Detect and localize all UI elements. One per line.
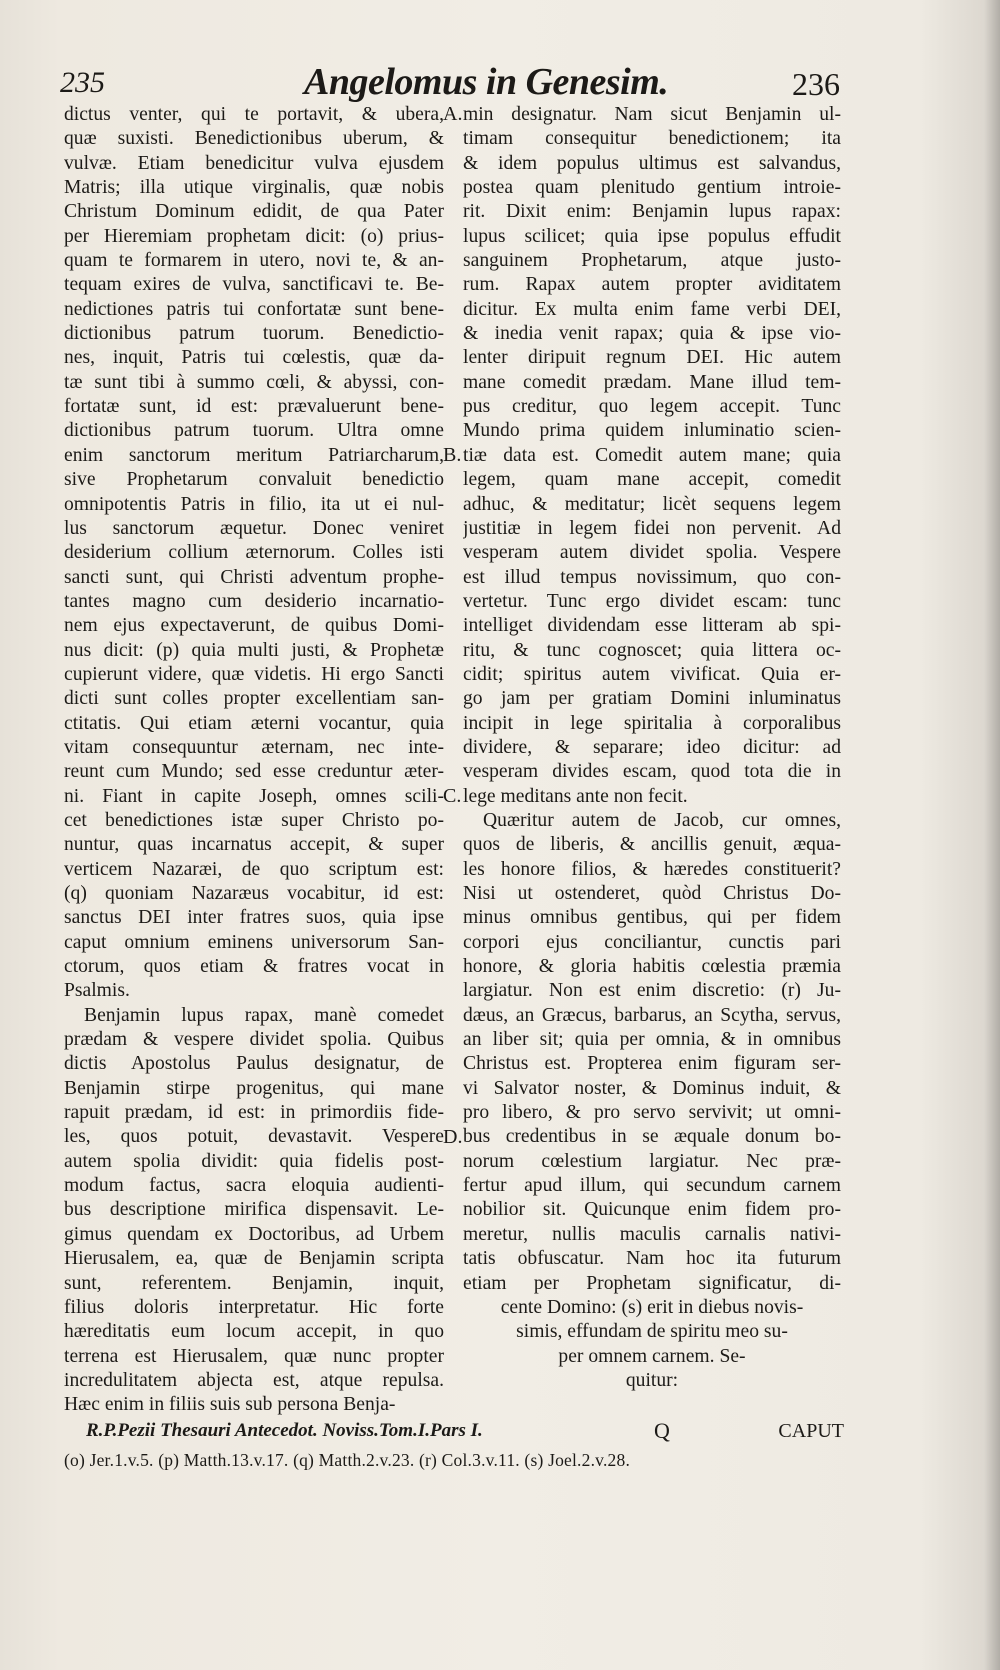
page-edge-shadow [984,0,1000,1670]
text-line: Hæc enim in filiis suis sub persona Benja- [64,1394,396,1416]
text-line: autem spolia dividit: quia fidelis post- [64,1150,444,1172]
running-title: Angelomus in Genesim. [304,61,669,103]
text-line: sunt, referentem. Benjamin, inquit, [64,1272,444,1294]
text-line: prædam & vespere dividet spolia. Quibus [64,1029,444,1051]
page-number-left: 235 [60,66,105,99]
text-line: nus dicit: (p) quia multi justi, & Prophetæ [64,639,444,661]
margin-mark-d: D. [443,1126,463,1148]
text-line: quæ suxisti. Benedictionibus uberum, & [64,128,444,150]
text-line: cet benedictiones istæ super Christo po- [64,809,444,831]
text-line: enim sanctorum meritum Patriarcharum, [64,444,444,466]
text-line: dictus venter, qui te portavit, & ubera, [64,104,444,125]
left-text-column [64,103,444,1418]
text-line: (q) quoniam Nazaræus vocabitur, id est: [64,883,444,904]
text-line: lus sanctorum æquetur. Donec veniret [64,517,444,539]
text-line: fortatæ sunt, id est: prævaluerunt bene- [64,396,444,418]
page-footer [64,1420,844,1471]
running-header [60,56,840,106]
text-line: largiatur. Non est enim discretio: (r) Ju- [463,980,841,1002]
text-line: ni. Fiant in capite Joseph, omnes scili- [64,785,444,807]
catchword: CAPUT [778,1420,844,1442]
text-line: ctitatis. Qui etiam æterni vocantur, quia [64,712,444,734]
text-line: Benjamin stirpe progenitus, qui mane [64,1077,444,1099]
text-line: nem ejus expectaverunt, de quibus Domi- [64,615,444,637]
text-line: corpori ejus conciliantur, cunctis pari [463,931,841,953]
text-line: Hierusalem, ea, quæ de Benjamin scripta [64,1248,444,1270]
text-line: per omnem carnem. Se- [558,1345,746,1367]
text-line: tequam exires de vulva, sanctificavi te. Be- [64,274,444,296]
text-line: nobilior sit. Quicunque enim fidem pro- [463,1199,841,1221]
text-line: an liber sit; quia per omnia, & in omnibus [463,1029,841,1051]
text-line: tiæ data est. Comedit autem mane; quia [463,444,841,466]
page-number-right: 236 [792,66,840,102]
text-line: incipit in lege spiritalia à corporalibus [463,712,841,734]
text-line: sanctus DEI inter fratres suos, quia ipse [64,907,444,929]
text-line: justitiæ in legem fidei non pervenit. Ad [463,517,841,539]
text-line: minus omnibus gentibus, qui per fidem [463,907,841,929]
text-line: sanguinem Prophetarum, atque justo- [463,250,841,272]
text-line: tatis obfuscatur. Nam hoc ita futurum [463,1248,841,1270]
footnote-references: (o) Jer.1.v.5. (p) Matth.13.v.17. (q) Matth.2.v.23. (r) Col.3.v.11. (s) Joel.2.v.28. [64,1450,631,1470]
text-line: dictionibus patrum tuorum. Benedictio- [64,323,444,345]
text-line: min designatur. Nam sicut Benjamin ul- [463,104,841,125]
text-line: etiam per Prophetam significatur, di- [463,1272,841,1294]
text-line: tantes magno cum desiderio incarnatio- [64,590,444,612]
text-line: dictionibus patrum tuorum. Ultra omne [64,420,444,442]
text-line: omnipotentis Patris in filio, ita ut ei nul- [64,493,444,515]
text-line: dicti sunt colles propter excellentiam san- [64,688,444,710]
text-line: dicitur. Ex multa enim fame verbi DEI, [463,298,841,320]
text-line: pus creditur, quo legem accepit. Tunc [463,396,841,418]
text-line: incredulitatem abjecta est, atque repulsa. [64,1369,444,1391]
text-line: norum cœlestium largiatur. Nec præ- [463,1150,841,1172]
text-line: cupierunt videre, quæ videtis. Hi ergo Sancti [64,663,444,685]
margin-mark-a: A. [443,103,463,125]
text-line: lupus scilicet; quia ipse populus effudit [463,225,841,247]
text-line: caput omnium eminens universorum San- [64,931,444,953]
text-line: filius doloris interpretatur. Hic forte [64,1296,444,1318]
text-line: vertetur. Tunc ergo dividet escam: tunc [463,590,841,612]
text-line: dividere, & separare; ideo dicitur: ad [463,736,841,758]
text-line: dæus, an Græcus, barbarus, an Scytha, servus, [463,1004,841,1026]
text-line: Quæritur autem de Jacob, cur omnes, [483,809,841,831]
text-line: nedictiones patris tui confortatæ sunt bene- [64,298,444,320]
text-line: timam consequitur benedictionem; ita [463,128,841,150]
text-line: hæreditatis eum locum accepit, in quo [64,1321,444,1343]
text-line: & idem populus ultimus est salvandus, [463,152,841,174]
text-line: bus credentibus in se æquale donum bo- [463,1126,841,1148]
text-line: & inedia venit rapax; quia & ipse vio- [463,323,841,345]
text-line: desiderium collium æternorum. Colles isti [64,542,444,564]
text-line: Christus est. Propterea enim figuram ser- [463,1053,841,1075]
footer-source: R.P.Pezii Thesauri Antecedot. Noviss.Tom.I.Pars I. [86,1420,483,1441]
right-text-column [463,103,841,1393]
text-line: tæ sunt tibi à summo cœli, & abyssi, con- [64,371,444,393]
text-line: nuntur, quas incarnatus accepit, & super [64,834,444,856]
text-line: honore, & gloria habitis cœlestia præmia [463,956,841,978]
text-line: bus descriptione mirifica dispensavit. Le- [64,1199,444,1221]
text-line: ctorum, quos etiam & fratres vocat in [64,956,444,978]
text-line: per Hieremiam prophetam dicit: (o) prius- [64,225,444,247]
text-line: quam te formarem in utero, novi te, & an- [64,250,444,272]
text-line: est illud tempus novissimum, quo con- [463,566,841,588]
text-line: reunt cum Mundo; sed esse creduntur æter- [64,761,444,783]
text-line: Nisi ut ostenderet, quòd Christus Do- [463,883,841,904]
text-line: Mundo prima quidem inluminatio scien- [463,420,841,442]
text-line: simis, effundam de spiritu meo su- [516,1321,788,1343]
margin-mark-c: C. [443,785,462,807]
text-line: les, quos potuit, devastavit. Vespere [64,1126,444,1148]
margin-mark-b: B. [443,444,462,466]
text-line: Christum Dominum edidit, de qua Pater [64,201,444,223]
text-line: intelliget dividendam esse litteram ab spi- [463,615,841,637]
text-line: go jam per gratiam Domini inluminatus [463,688,841,710]
text-line: modum factus, sacra eloquia audienti- [64,1175,444,1197]
text-line: verticem Nazaræi, de quo scriptum est: [64,858,444,880]
text-line: Matris; illa utique virginalis, quæ nobis [64,177,444,199]
text-line: rapuit prædam, id est: in primordiis fide- [64,1102,444,1124]
text-line: legem, quam mane accepit, comedit [463,469,841,491]
text-line: pro libero, & pro servo servivit; ut omni- [463,1102,841,1124]
text-line: Psalmis. [64,980,130,1002]
text-line: les honore filios, & hæredes constituerit? [463,858,841,880]
text-line: cente Domino: (s) erit in diebus novis- [500,1296,804,1318]
text-line: terrena est Hierusalem, quæ nunc propter [64,1345,444,1367]
text-line: cidit; spiritus autem vivificat. Quia er- [463,663,841,685]
text-line: lenter diripuit regnum DEI. Hic autem [463,347,841,369]
text-line: quos de liberis, & ancillis genuit, æqua- [463,834,841,856]
text-line: dictis Apostolus Paulus designatur, de [64,1053,444,1075]
text-line: Benjamin lupus rapax, manè comedet [84,1004,444,1026]
text-line: quitur: [625,1369,679,1391]
text-line: mane comedit prædam. Mane illud tem- [463,371,841,393]
text-line: sancti sunt, qui Christi adventum prophe- [64,566,444,588]
text-line: sive Prophetarum convaluit benedictio [64,469,444,491]
text-line: adhuc, & meditatur; licèt sequens legem [463,493,841,515]
text-line: vesperam autem dividet spolia. Vespere [463,542,841,564]
text-line: rum. Rapax autem propter aviditatem [463,274,841,296]
text-line: postea quam plenitudo gentium introie- [463,177,841,199]
text-line: fertur apud illum, qui secundum carnem [463,1175,841,1197]
text-line: vi Salvator noster, & Dominus induit, & [463,1077,841,1099]
text-line: gimus quendam ex Doctoribus, ad Urbem [64,1223,444,1245]
text-line: nes, inquit, Patris tui cœlestis, quæ da- [64,347,444,369]
text-line: vulvæ. Etiam benedicitur vulva ejusdem [64,152,444,174]
text-line: lege meditans ante non fecit. [463,785,688,807]
signature-mark: Q [654,1418,670,1443]
text-line: rit. Dixit enim: Benjamin lupus rapax: [463,201,841,223]
text-line: vitam consequuntur æternam, nec inte- [64,736,444,758]
text-line: meretur, nullis maculis carnalis nativi- [463,1223,841,1245]
text-line: ritu, & tunc cognoscet; quia littera oc- [463,639,841,661]
text-line: vesperam divides escam, quod tota die in [463,761,841,783]
